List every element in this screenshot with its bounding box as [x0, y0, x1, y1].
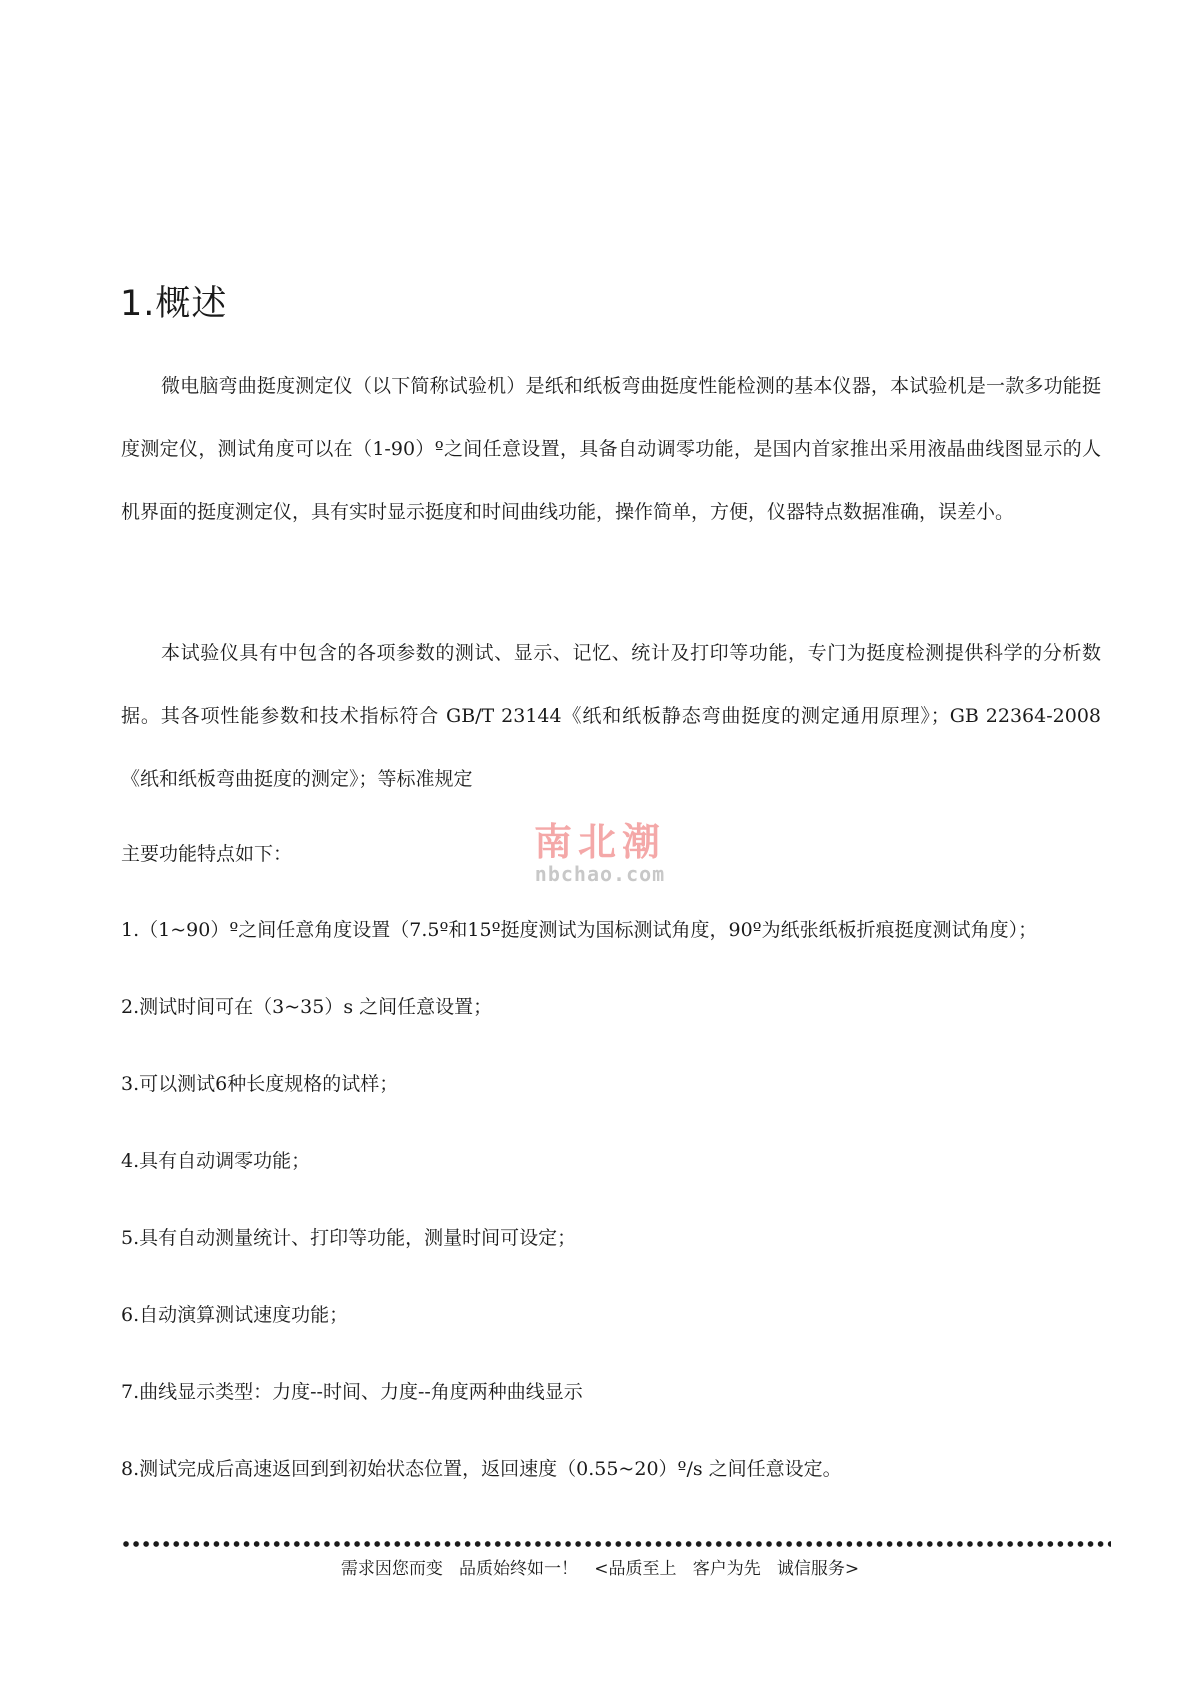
standards-paragraph: 本试验仪具有中包含的各项参数的测试、显示、记忆、统计及打印等功能，专门为挺度检测提供科学的分析数据。其各项性能参数和技术指标符合 GB/T 23144《纸和纸板静态弯曲挺度的测定通用原理》；GB 22364-2008《纸和纸板弯曲挺度的测定》；等标准规定	[121, 642, 1101, 790]
watermark-logo	[520, 820, 680, 890]
section-heading: 1.概述	[120, 284, 228, 324]
feature-item: 3.可以测试6种长度规格的试样；	[121, 1073, 399, 1095]
feature-item: 5.具有自动测量统计、打印等功能，测量时间可设定；	[121, 1227, 577, 1249]
feature-item: 7.曲线显示类型：力度--时间、力度--角度两种曲线显示	[121, 1381, 583, 1403]
footer-slogan: 需求因您而变 品质始终如一！ <品质至上 客户为先 诚信服务>	[340, 1559, 860, 1579]
features-intro: 主要功能特点如下：	[121, 843, 293, 865]
feature-item: 1.（1~90）º之间任意角度设置（7.5º和15º挺度测试为国标测试角度，90º为纸张纸板折痕挺度测试角度）；	[121, 919, 1038, 941]
feature-item: 2.测试时间可在（3~35）s 之间任意设置；	[121, 996, 493, 1018]
feature-item: 8.测试完成后高速返回到到初始状态位置，返回速度（0.55~20）º/s 之间任意设定。	[121, 1458, 842, 1480]
watermark-chinese: 南北潮	[533, 820, 666, 864]
feature-item: 4.具有自动调零功能；	[121, 1150, 311, 1172]
dotted-divider	[121, 1541, 1111, 1547]
watermark-domain: nbchao.com	[534, 862, 666, 886]
feature-item: 6.自动演算测试速度功能；	[121, 1304, 349, 1326]
intro-paragraph: 微电脑弯曲挺度测定仪（以下简称试验机）是纸和纸板弯曲挺度性能检测的基本仪器，本试验机是一款多功能挺度测定仪，测试角度可以在（1-90）º之间任意设置，具备自动调零功能，是国内首家推出采用液晶曲线图显示的人机界面的挺度测定仪，具有实时显示挺度和时间曲线功能，操作简单，方便，仪器特点数据准确，误差小。	[121, 375, 1101, 523]
